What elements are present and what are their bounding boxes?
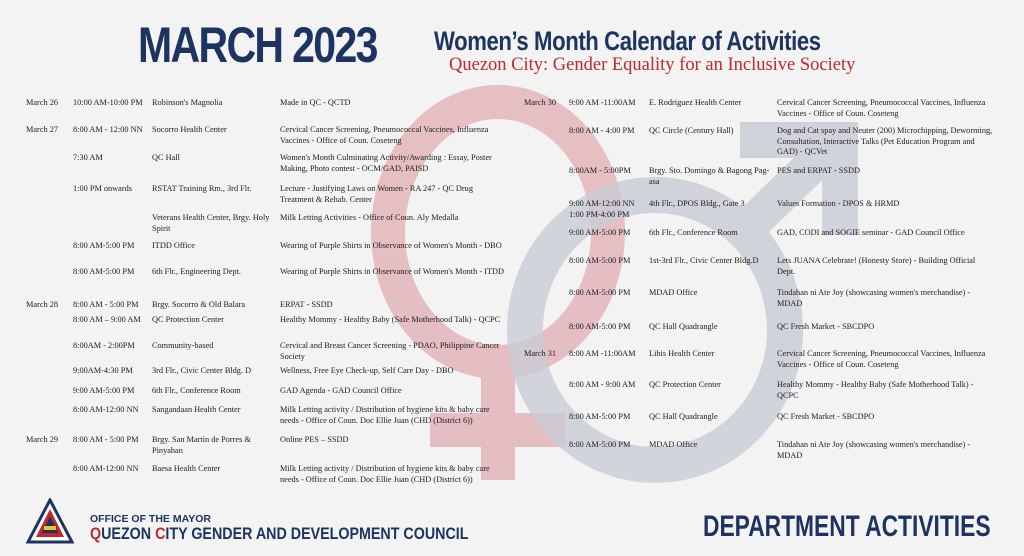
row-time: 1:00 PM onwards xyxy=(73,184,133,193)
row-time: 8:00 AM-5:00 PM xyxy=(73,241,135,250)
tagline: Quezon City: Gender Equality for an Inclusive Society xyxy=(449,55,856,75)
row-time: 8:00 AM - 4:00 PM xyxy=(569,126,635,135)
row-time: 8:00 AM - 12:00 NN xyxy=(73,125,143,134)
row-time: 8:00AM - 2:00PM xyxy=(73,341,135,350)
row-activity: Wearing of Purple Shirts in Observance of Women's Month - ITDD xyxy=(280,267,504,276)
row-venue: E. Rodriguez Health Center xyxy=(649,98,742,107)
row-time: 9:00 AM -11:00AM xyxy=(569,98,636,107)
row-time: 8:00 AM-5:00 PM xyxy=(569,256,631,265)
row-venue: ITDD Office xyxy=(152,241,195,250)
row-venue: 4th Flr., DPOS Bldg., Gate 3 xyxy=(649,199,745,208)
row-activity: Cervical Cancer Screening, Pneumococcal Vaccines, Influenza Vaccines - Office of Coun. Coseteng xyxy=(280,125,489,145)
row-activity: Tindahan ni Ate Joy (showcasing women's merchandise) - MDAD xyxy=(777,288,971,308)
row-time: 8:00 AM - 9:00 AM xyxy=(569,380,636,389)
row-time: 8:00 AM-5:00 PM xyxy=(569,322,631,331)
row-venue: 6th Flr., Conference Room xyxy=(649,228,738,237)
row-time: 8:00AM - 5:00PM xyxy=(569,166,631,175)
page-header xyxy=(0,14,1024,80)
quezon-city-seal-icon xyxy=(26,498,74,546)
row-venue: QC Hall Quadrangle xyxy=(649,412,718,421)
row-time: 8:00 AM-5:00 PM xyxy=(569,288,631,297)
row-venue: Brgy. San Martin de Porres & Pinyahan xyxy=(152,435,251,455)
row-venue: Baesa Health Center xyxy=(152,464,221,473)
row-time: 8:00 AM-12:00 NN xyxy=(73,405,139,414)
row-activity: Milk Letting activity / Distribution of hygiene kits & baby care needs - Office of Coun. Doc Ellie Juan (CHD (District 6)) xyxy=(280,464,490,484)
row-venue: MDAD Office xyxy=(649,288,698,297)
calendar-title: Women’s Month Calendar of Activities xyxy=(434,26,821,56)
row-activity: Wearing of Purple Shirts in Observance of Women's Month - DBO xyxy=(280,241,502,250)
row-time: 8:00 AM – 9:00 AM xyxy=(73,315,141,324)
office-of-the-mayor: OFFICE OF THE MAYOR xyxy=(90,513,211,525)
row-venue: Brgy. Sto. Domingo & Bagong Pag-asa xyxy=(649,166,770,186)
row-venue: 6th Flr., Conference Room xyxy=(152,386,241,395)
gad-q: Q xyxy=(90,524,102,543)
row-activity: Milk Letting Activities - Office of Coun. Aly Medalla xyxy=(280,213,459,222)
row-date: March 27 xyxy=(26,125,59,134)
row-venue: QC Hall Quadrangle xyxy=(649,322,718,331)
row-time: 9:00 AM-12:00 NN 1:00 PM-4:00 PM xyxy=(569,199,635,219)
row-venue: 3rd Flr., Civic Center Bldg. D xyxy=(152,366,252,375)
row-activity: Values Formation - DPOS & HRMD xyxy=(777,199,900,208)
row-time: 8:00 AM-5:00 PM xyxy=(73,267,135,276)
gad-council-name xyxy=(90,524,468,544)
row-activity: Online PES – SSDD xyxy=(280,435,349,444)
row-activity: Women's Month Culminating Activity/Awarding : Essay, Poster Making, Photo contest - OCM/GAD, PAISD xyxy=(280,153,492,173)
row-activity: Made in QC - QCTD xyxy=(280,98,351,107)
row-venue: QC Circle (Century Hall) xyxy=(649,126,734,135)
row-date: March 26 xyxy=(26,98,59,107)
row-venue: QC Protection Center xyxy=(152,315,224,324)
row-activity: Wellness, Free Eye Check-up, Self Care Day - DBO xyxy=(280,366,454,375)
row-date: March 28 xyxy=(26,300,59,309)
row-activity: Healthy Mommy - Healthy Baby (Safe Motherhood Talk) - QCPC xyxy=(777,380,974,400)
row-venue: MDAD Office xyxy=(649,440,698,449)
gad-uezon: UEZON xyxy=(101,524,156,543)
row-venue: Robinson's Magnolia xyxy=(152,98,223,107)
row-time: 8:00 AM -11:00AM xyxy=(569,349,636,358)
row-time: 9:00AM-4:30 PM xyxy=(73,366,133,375)
row-venue: 6th Flr., Engineering Dept. xyxy=(152,267,241,276)
row-activity: ERPAT - SSDD xyxy=(280,300,333,309)
row-venue: RSTAT Training Rm., 3rd Flr. xyxy=(152,184,252,193)
row-activity: Cervical Cancer Screening, Pneumococcal Vaccines, Influenza Vaccines - Office of Coun. Coseteng xyxy=(777,349,986,369)
row-venue: QC Protection Center xyxy=(649,380,721,389)
row-venue: Libis Health Center xyxy=(649,349,715,358)
row-activity: PES and ERPAT - SSDD xyxy=(777,166,860,175)
row-activity: Cervical Cancer Screening, Pneumococcal Vaccines, Influenza Vaccines - Office of Coun. Coseteng xyxy=(777,98,986,118)
row-venue: Socorro Health Center xyxy=(152,125,227,134)
row-activity: Healthy Mommy - Healthy Baby (Safe Motherhood Talk) - QCPC xyxy=(280,315,501,324)
row-activity: Dog and Cat spay and Neuter (200) Microchipping, Deworming, Consultation, Interactive Talks (Pet Education Program and GAD) - QCVet xyxy=(777,126,993,156)
row-time: 8:00 AM - 5:00 PM xyxy=(73,435,139,444)
row-time: 8:00 AM-5:00 PM xyxy=(569,412,631,421)
row-activity: Lecture - Justifying Laws on Women - RA 247 - QC Drug Treatment & Rehab. Center xyxy=(280,184,473,204)
row-venue: Sangandaan Health Center xyxy=(152,405,241,414)
row-activity: GAD Agenda - GAD Council Office xyxy=(280,386,402,395)
row-date: March 29 xyxy=(26,435,59,444)
row-activity: QC Fresh Market - SBCDPO xyxy=(777,322,875,331)
row-venue: Veterans Health Center, Brgy. Holy Spirit xyxy=(152,213,270,233)
row-time: 9:00 AM-5:00 PM xyxy=(73,386,135,395)
row-time: 10:00 AM-10:00 PM xyxy=(73,98,143,107)
row-time: 8:00 AM-5:00 PM xyxy=(569,440,631,449)
row-time: 7:30 AM xyxy=(73,153,103,162)
department-activities-label: DEPARTMENT ACTIVITIES xyxy=(703,510,991,543)
row-date: March 30 xyxy=(524,98,557,107)
row-activity: QC Fresh Market - SBCDPO xyxy=(777,412,875,421)
row-time: 8:00 AM-12:00 NN xyxy=(73,464,139,473)
gad-rest: ITY GENDER AND DEVELOPMENT COUNCIL xyxy=(165,524,469,543)
row-time: 9:00 AM-5:00 PM xyxy=(569,228,631,237)
row-venue: Brgy. Socorro & Old Balara xyxy=(152,300,246,309)
row-venue: Community-based xyxy=(152,341,214,350)
row-activity: Cervical and Breast Cancer Screening - PDAO, Philippine Cancer Society xyxy=(280,341,500,361)
row-venue: QC Hall xyxy=(152,153,180,162)
row-time: 8:00 AM - 5:00 PM xyxy=(73,300,139,309)
row-activity: GAD, CODI and SOGIE seminar - GAD Council Office xyxy=(777,228,965,237)
gad-c: C xyxy=(155,524,166,543)
row-date: March 31 xyxy=(524,349,557,358)
month-year-title: MARCH 2023 xyxy=(138,17,377,73)
row-activity: Milk Letting activity / Distribution of hygiene kits & baby care needs - Office of Coun. Doc Ellie Juan (CHD (District 6)) xyxy=(280,405,490,425)
row-venue: 1st-3rd Flr., Civic Center Bldg.D xyxy=(649,256,759,265)
row-activity: Tindahan ni Ate Joy (showcasing women's merchandise) - MDAD xyxy=(777,440,971,460)
row-activity: Lets JUANA Celebrate! (Honesty Store) - Building Official Dept. xyxy=(777,256,976,276)
